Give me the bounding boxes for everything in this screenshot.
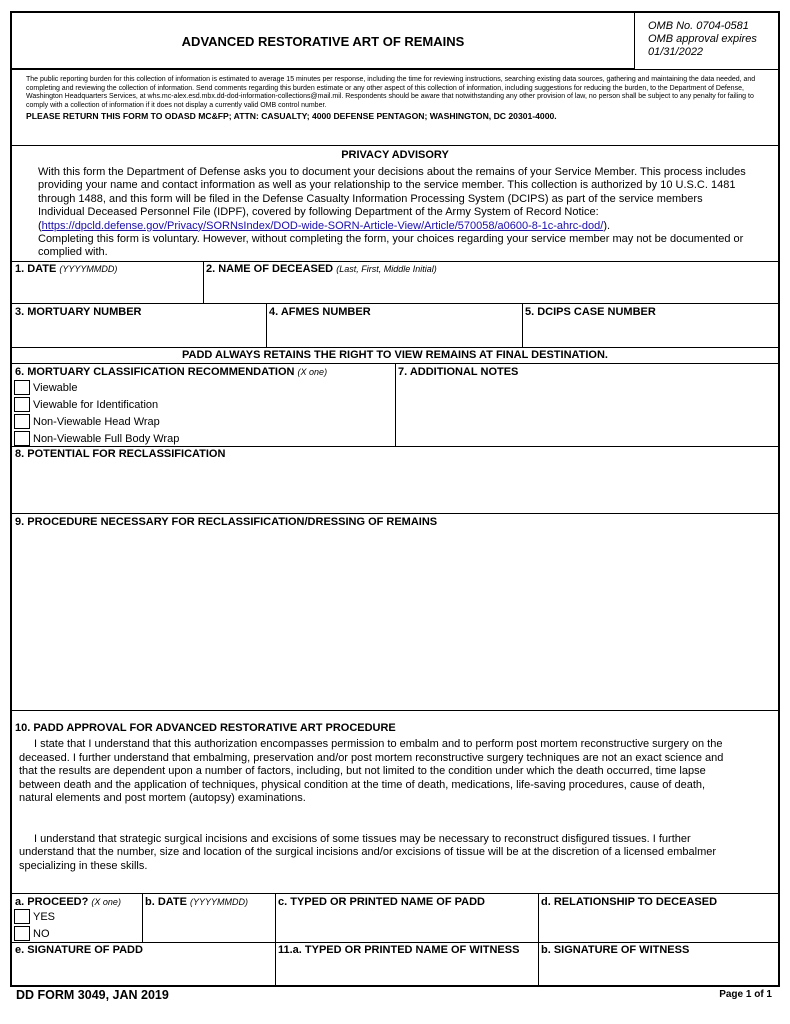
padd-signature-field[interactable]	[12, 942, 275, 985]
viewable-checkbox[interactable]	[14, 380, 30, 395]
proceed-hint: (X one)	[91, 897, 121, 907]
padd-rights-banner: PADD ALWAYS RETAINS THE RIGHT TO VIEW REMAINS AT FINAL DESTINATION.	[182, 349, 608, 361]
deceased-name-field[interactable]	[203, 261, 778, 303]
mortuary-number-label: 3. MORTUARY NUMBER	[15, 306, 142, 318]
procedure-label: 9. PROCEDURE NECESSARY FOR RECLASSIFICATION/DRESSING OF REMAINS	[15, 516, 438, 528]
link-paren: (	[38, 219, 42, 232]
relationship-label: d. RELATIONSHIP TO DECEASED	[541, 896, 718, 908]
approval-statement	[19, 738, 731, 873]
relationship-field[interactable]	[538, 894, 778, 942]
burden-text: The public reporting burden for this collection of information is estimated to average 15 minutes per response, including the time for reviewing instructions, searching existing data sources, gathering and maintaining the data needed, and completing and reviewing the collection of information. Send comments regarding this burden estimate or any other aspect of this collection of information, including suggestions for reducing the burden, to the Department of Defense, Washington Headquarters Services, at whs.mc-alex.esd.mbx.dd-dod-information-collections@mail.mil. Respondents should be aware that notwithstanding any other provision of law, no person shall be subject to any penalty for failing to comply with a collection of information if it does not display a currently valid OMB control number.	[26, 76, 756, 109]
page-number: Page 1 of 1	[719, 989, 772, 1000]
classification-section	[12, 364, 395, 380]
viewable-for-identification-label: Viewable for Identification	[33, 399, 159, 411]
approval-heading: 10. PADD APPROVAL FOR ADVANCED RESTORATIVE ART PROCEDURE	[15, 722, 396, 734]
privacy-heading: PRIVACY ADVISORY	[341, 149, 449, 161]
padd-signature-label: e. SIGNATURE OF PADD	[15, 944, 143, 956]
proceed-no-checkbox[interactable]	[14, 926, 30, 941]
return-address: PLEASE RETURN THIS FORM TO ODASD MC&FP; ATTN: CASUALTY; 4000 DEFENSE PENTAGON; WASHINGTON, DC 20301-4000.	[26, 111, 557, 122]
padd-name-label: c. TYPED OR PRINTED NAME OF PADD	[278, 896, 485, 908]
reclassification-label: 8. POTENTIAL FOR RECLASSIFICATION	[15, 448, 226, 460]
witness-signature-field[interactable]	[538, 942, 778, 985]
classification-label: 6. MORTUARY CLASSIFICATION RECOMMENDATION	[15, 366, 295, 378]
burden-statement	[26, 76, 756, 121]
divider	[12, 710, 778, 711]
afmes-number-label: 4. AFMES NUMBER	[269, 306, 371, 318]
dcips-case-number-field[interactable]	[522, 304, 778, 347]
privacy-voluntary: Completing this form is voluntary. However, without completing the form, your choices regarding your service member may not be documented or complied with.	[38, 233, 744, 259]
viewable-for-identification-checkbox[interactable]	[14, 397, 30, 412]
approval-date-field[interactable]	[142, 894, 275, 942]
proceed-label: a. PROCEED?	[15, 896, 89, 908]
omb-date: 01/31/2022	[648, 46, 704, 58]
proceed-section	[12, 894, 142, 910]
witness-name-field[interactable]	[275, 942, 538, 985]
privacy-advisory	[38, 166, 750, 260]
privacy-text: With this form the Department of Defense asks you to document your decisions about the remains of your Service Member. This process includes providing your name and contact information as well as your relationship to the service member. This collection is authorized by 10 U.S.C. 1481 through 1488, and this form will be filed in the Defense Casualty Information Processing System (DCIPS) as part of the service members Individual Deceased Personnel File (IDPF), covered by following Department of the Army System of Record Notice:	[38, 166, 746, 219]
date-hint: (YYYYMMDD)	[59, 264, 118, 274]
additional-notes-label: 7. ADDITIONAL NOTES	[398, 366, 519, 378]
non-viewable-head-wrap-checkbox[interactable]	[14, 414, 30, 429]
approval-date-label: b. DATE	[145, 896, 187, 908]
mortuary-number-field[interactable]	[12, 304, 266, 347]
omb-info	[648, 20, 757, 59]
title-cell	[12, 13, 635, 69]
viewable-label: Viewable	[33, 382, 78, 394]
additional-notes-field[interactable]	[395, 364, 778, 446]
proceed-yes-checkbox[interactable]	[14, 909, 30, 924]
witness-signature-label: b. SIGNATURE OF WITNESS	[541, 944, 690, 956]
padd-name-field[interactable]	[275, 894, 538, 942]
proceed-yes-label: YES	[33, 911, 56, 923]
sorn-link[interactable]: https://dpcld.defense.gov/Privacy/SORNsIndex/DOD-wide-SORN-Article-View/Article/570058/a0600-8-1c-ahrc-dod/	[41, 219, 604, 232]
witness-name-label: 11.a. TYPED OR PRINTED NAME OF WITNESS	[278, 944, 520, 956]
reclassification-field[interactable]	[12, 446, 778, 513]
page-title: ADVANCED RESTORATIVE ART OF REMAINS	[181, 34, 465, 49]
non-viewable-full-body-wrap-checkbox[interactable]	[14, 431, 30, 446]
non-viewable-full-body-wrap-label: Non-Viewable Full Body Wrap	[33, 433, 180, 445]
non-viewable-head-wrap-label: Non-Viewable Head Wrap	[33, 416, 160, 428]
date-field[interactable]	[12, 261, 203, 303]
divider	[12, 69, 778, 70]
procedure-field[interactable]	[12, 514, 778, 710]
deceased-name-label: 2. NAME OF DECEASED	[206, 263, 334, 275]
date-label: 1. DATE	[15, 263, 57, 275]
privacy-link-line	[38, 220, 750, 233]
link-paren: ).	[603, 219, 611, 232]
afmes-number-field[interactable]	[266, 304, 522, 347]
classification-hint: (X one)	[297, 367, 328, 377]
approval-paragraph-2: I understand that strategic surgical incisions and excisions of some tissues may be necessary to reconstruct disfigured tissues. I further understand that the number, size and location of the surgical incisions and/or excisions of tissue will be at the discretion of a licensed embalmer specializing in these skills.	[19, 832, 717, 872]
omb-approval: OMB approval expires	[648, 33, 757, 45]
divider	[12, 347, 778, 348]
form-id: DD FORM 3049, JAN 2019	[16, 988, 169, 1002]
dcips-case-number-label: 5. DCIPS CASE NUMBER	[525, 306, 656, 318]
approval-paragraph-1: I state that I understand that this authorization encompasses permission to embalm and to perform post mortem reconstructive surgery on the deceased. I further understand that embalming, preservation and/or post mortem reconstructive surgery techniques are not an exact science and that the results are dependent upon a number of factors, including, but not limited to the condition under which the death occurred, time lapse between death and the application of techniques, physical condition at the time of death, medications, life-saving procedures, cause of death, natural elements and post mortem (autopsy) examinations.	[19, 738, 724, 804]
divider	[12, 145, 778, 146]
omb-number: OMB No. 0704-0581	[648, 20, 749, 32]
proceed-no-label: NO	[33, 928, 50, 940]
approval-date-hint: (YYYYMMDD)	[190, 897, 249, 907]
deceased-name-hint: (Last, First, Middle Initial)	[336, 264, 437, 274]
